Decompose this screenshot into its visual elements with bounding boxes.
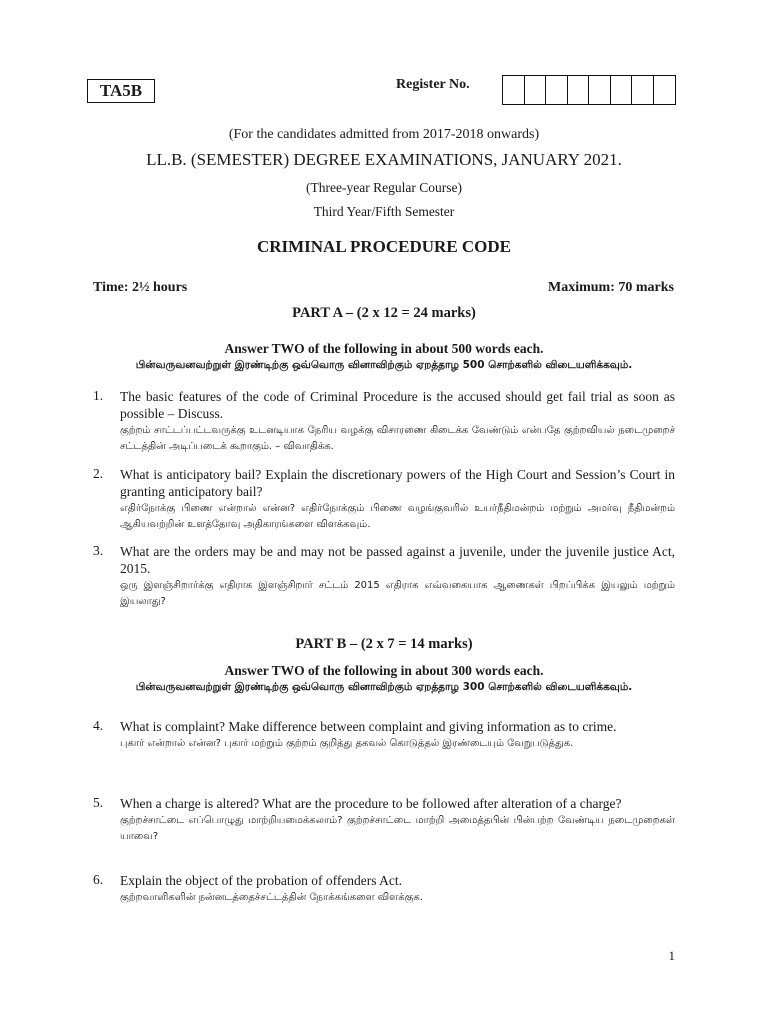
register-digit-box[interactable]	[546, 76, 568, 104]
question-number: 5.	[93, 795, 104, 810]
question-text-tamil: எதிர்நோக்கு பிணை என்றால் என்ன? எதிர்நோக்கும் பிணை வழங்குவரில் உயர்நீதிமன்றம் மற்றும் அமர்வு நீதிமன்றம் ஆகியவற்றின் உளத்தோவு அதிகாரங்களை விளக்கவும்.	[120, 503, 675, 530]
part-b-heading: PART B – (2 x 7 = 14 marks)	[295, 636, 473, 652]
part-a-heading: PART A – (2 x 12 = 24 marks)	[292, 305, 476, 321]
time-allowed: Time: 2½ hours	[93, 280, 188, 295]
register-digit-box[interactable]	[632, 76, 654, 104]
year-semester: Third Year/Fifth Semester	[313, 204, 455, 219]
question-3	[93, 543, 675, 610]
question-number: 3.	[93, 543, 104, 558]
maximum-marks: Maximum: 70 marks	[548, 280, 674, 295]
question-number: 4.	[93, 718, 104, 733]
question-2	[93, 466, 675, 533]
part-a-instruction-tamil: பின்வருவனவற்றுள் இரண்டிற்கு ஒவ்வொரு வினாவிற்கும் ஏறத்தாழ 500 சொற்களில் விடையளிக்கவும்.	[135, 359, 633, 371]
part-b-instruction-tamil: பின்வருவனவற்றுள் இரண்டிற்கு ஒவ்வொரு வினாவிற்கும் ஏறத்தாழ 300 சொற்களில் விடையளிக்கவும்.	[135, 681, 633, 693]
admission-note: (For the candidates admitted from 2017-2018 onwards)	[228, 127, 540, 142]
question-6	[93, 872, 675, 906]
part-a-instruction: Answer TWO of the following in about 500 words each.	[224, 341, 544, 356]
register-digit-box[interactable]	[654, 76, 676, 104]
question-number: 2.	[93, 466, 104, 481]
question-text: Explain the object of the probation of offenders Act.	[120, 873, 403, 888]
question-text-tamil: புகார் என்றால் என்ன? புகார் மற்றும் குற்றம் குறித்து தகவல் கொடுத்தல் இரண்டையும் வேறுபடுத்துக.	[120, 738, 574, 749]
register-digit-box[interactable]	[589, 76, 611, 104]
question-4	[93, 718, 675, 752]
question-number: 1.	[93, 388, 104, 403]
question-text: What is anticipatory bail? Explain the discretionary powers of the High Court and Session’s Court in granting anticipatory bail?	[120, 467, 675, 499]
part-b-instruction: Answer TWO of the following in about 300 words each.	[224, 663, 544, 678]
question-text: What is complaint? Make difference between complaint and giving information as to crime.	[120, 719, 617, 734]
register-digit-box[interactable]	[525, 76, 547, 104]
question-text-tamil: குற்றவாளிகளின் நன்னடத்தைச்சட்டத்தின் நோக்கங்களை விளக்குக.	[120, 892, 424, 903]
subject-title: CRIMINAL PROCEDURE CODE	[256, 237, 512, 256]
page-number: 1	[668, 948, 675, 963]
register-number-label: Register No.	[396, 77, 470, 92]
question-text: When a charge is altered? What are the procedure to be followed after alteration of a charge?	[120, 796, 622, 811]
question-text-tamil: ஒரு இளஞ்சிறார்க்கு எதிராக இளஞ்சிறார் சட்டம் 2015 எதிராக எவ்வகையாக ஆணைகள் பிறப்பிக்க இயலும் மற்றும் இயலாது?	[120, 580, 675, 607]
question-text: What are the orders may be and may not be passed against a juvenile, under the juvenile justice Act, 2015.	[120, 544, 675, 576]
question-text: The basic features of the code of Criminal Procedure is the accused should get fail trial as soon as possible – Discuss.	[120, 389, 675, 421]
exam-title: LL.B. (SEMESTER) DEGREE EXAMINATIONS, JANUARY 2021.	[146, 150, 622, 169]
question-text-tamil: குற்றச்சாட்டை எப்பொழுது மாற்றியமைக்கலாம்? குற்றச்சாட்டை மாற்றி அமைத்தபின் பின்பற்ற வேண்டிய நடைமுறைகள் யாவை?	[120, 815, 675, 842]
register-number-boxes	[502, 75, 676, 105]
question-1	[93, 388, 675, 455]
question-5	[93, 795, 675, 845]
course-type: (Three-year Regular Course)	[306, 180, 462, 195]
register-digit-box[interactable]	[611, 76, 633, 104]
paper-code: TA5B	[87, 79, 155, 103]
question-text-tamil: குற்றம் சாட்டப்பட்டவருக்கு உடனடியாக நேரிய வழக்கு விசாரணை கிடைக்க வேண்டும் என்பதே குற்றவியல் நடைமுறைச் சட்டத்தின் அடிப்படைக் கூறாகும். – விவாதிக்க.	[120, 425, 675, 452]
question-number: 6.	[93, 872, 104, 887]
register-digit-box[interactable]	[568, 76, 590, 104]
register-digit-box[interactable]	[503, 76, 525, 104]
